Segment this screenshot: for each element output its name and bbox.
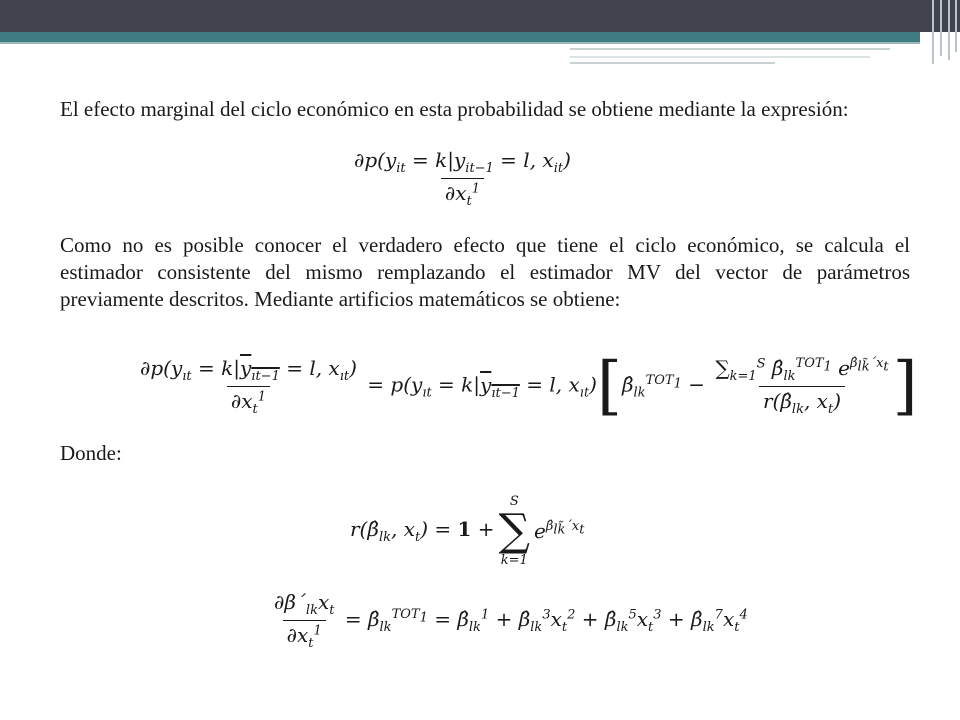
header-vline-1: [932, 0, 934, 64]
r-function-equation: $r(\betâ_{lk}$, $x_t) = 1$ + S ∑ k=1 $e^{\betâ_{lk̃}´x_t}$: [350, 494, 585, 568]
intro-paragraph: El efecto marginal del ciclo económico en esta probabilidad se obtiene mediante la expresión:: [60, 97, 849, 121]
slide-accent-line: [0, 42, 920, 44]
slide-accent-band: [0, 32, 920, 42]
estimator-paragraph: Como no es posible conocer el verdadero efecto que tiene el ciclo económico, se calcula el estimador consistente del mismo remplazando el estimador MV del vector de parámetros previamente descritos. Mediante artificios matemáticos se obtiene:: [60, 233, 910, 311]
header-rule-1: [570, 48, 890, 50]
header-rule-2: [570, 56, 870, 58]
header-vline-3: [948, 0, 950, 60]
beta-derivative-equation: $\frac{\partial\beta´_{lk}x_t}{\partial x_t^1}$ = $\betâ_{lk}^{TOT_1}$ = $\betâ_{lk}^1$ + $\betâ_{lk}^3x_t^2$ + $\betâ_{lk}^5x_t^3$ + $\betâ_{lk}^7x_t^4$: [274, 590, 748, 651]
marginal-effect-equation: $\frac{\partial p(y_{it} = k|y_{it-1} = l, x_{it})}{\partial x_t^1}$: [354, 148, 571, 209]
header-rule-3: [570, 62, 775, 64]
donde-label: Donde:: [60, 441, 122, 465]
slide-header-bar: [0, 0, 960, 32]
estimated-marginal-effect-equation: $\frac{\partial p(y_{ıt} = k|y_{ıt-1} = l, x_{ıt})}{\partial x_t^1}$ = $p(y_{ıt} = k|y_{ıt-1} = l$, $x_{ıt})[\betâ_{lk}^{TOT_1}$ − $\frac{\sum_{k=1}^S \betâ_{lk}^{TOT_1} e^{\betâ_{lk̃}´x_t}}{r(\betâ_{lk}, x_t)}$ ]: [140, 349, 918, 423]
header-vline-2: [940, 0, 942, 56]
header-vline-4: [955, 0, 957, 52]
